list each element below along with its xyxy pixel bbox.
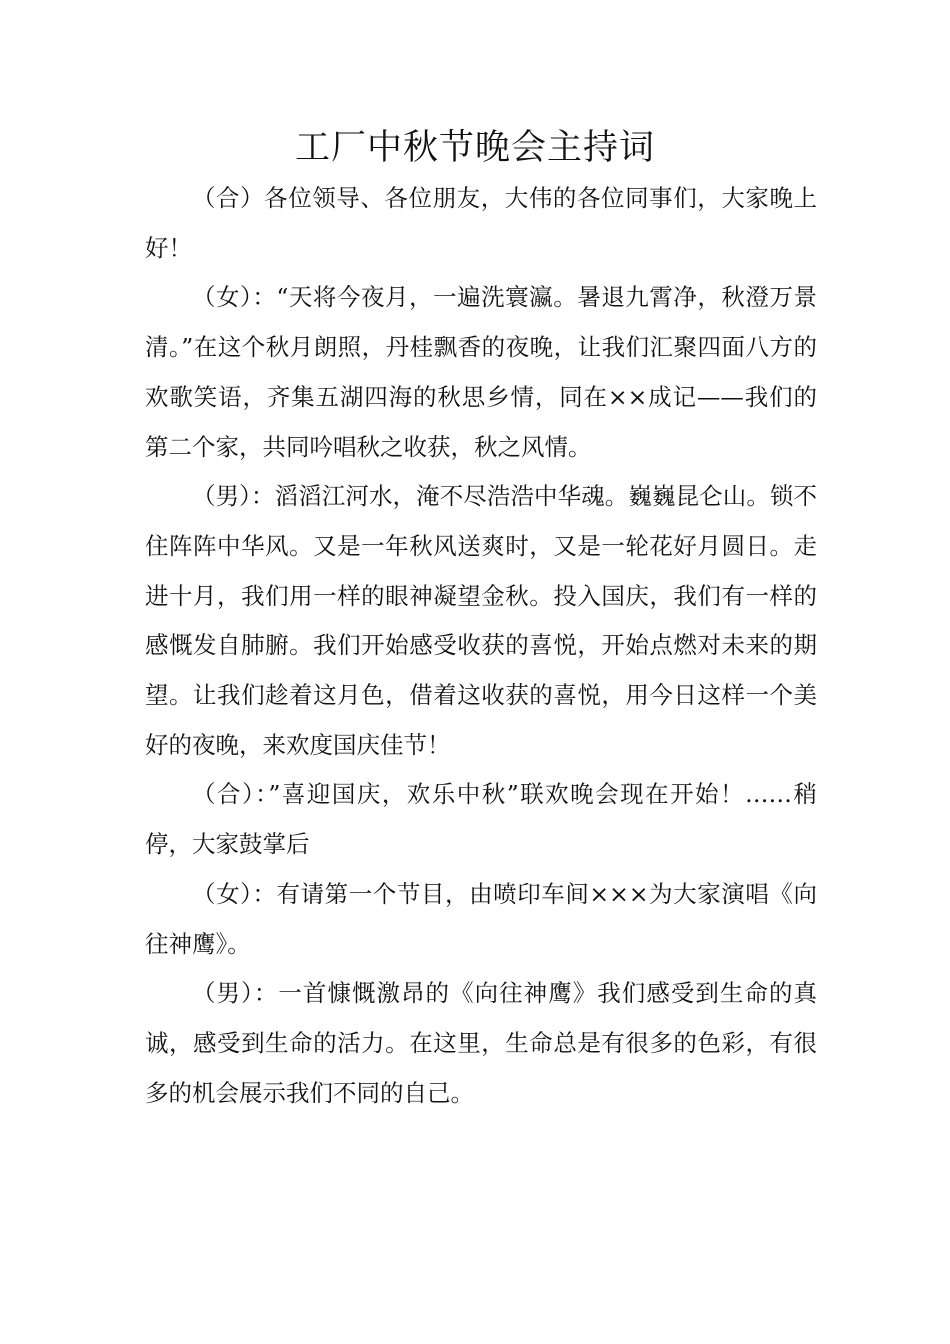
paragraph-1: （合）各位领导、各位朋友，大伟的各位同事们，大家晚上好！	[145, 184, 817, 262]
paragraph-2: （女）：“天将今夜月，一遍洗寰瀛。暑退九霄净，秋澄万景清。”在这个秋月朗照，丹桂飘香的夜晚，让我们汇聚四面八方的欢歌笑语，齐集五湖四海的秋思乡情，同在××成记——我们的第二个家，共同吟唱秋之收获，秋之风情。	[145, 283, 817, 461]
paragraph-3: （男）：滔滔江河水，淹不尽浩浩中华魂。巍巍昆仑山。锁不住阵阵中华风。又是一年秋风送爽时，又是一轮花好月圆日。走进十月，我们用一样的眼神凝望金秋。投入国庆，我们有一样的感慨发自肺腑。我们开始感受收获的喜悦，开始点燃对未来的期望。让我们趁着这月色，借着这收获的喜悦，用今日这样一个美好的夜晚，来欢度国庆佳节！	[145, 482, 817, 759]
document-title: 工厂中秋节晚会主持词	[294, 128, 655, 168]
paragraph-6: （男）：一首慷慨激昂的《向往神鹰》我们感受到生命的真诚，感受到生命的活力。在这里，生命总是有很多的色彩，有很多的机会展示我们不同的自己。	[145, 979, 817, 1107]
paragraph-4: （合）：”喜迎国庆，欢乐中秋”联欢晚会现在开始！……稍停，大家鼓掌后	[145, 780, 817, 859]
document-body	[145, 174, 817, 1118]
paragraph-5: （女）：有请第一个节目，由喷印车间×××为大家演唱《向往神鹰》。	[145, 879, 817, 958]
